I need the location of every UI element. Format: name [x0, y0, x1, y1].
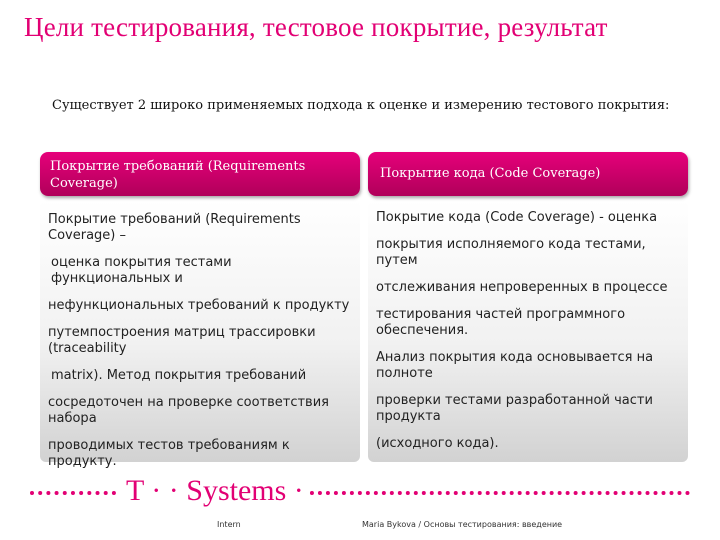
- left-line-6: сосредоточен на проверке соответствия набора: [48, 395, 329, 426]
- requirements-coverage-text: [48, 212, 353, 481]
- left-line-7: проводимых тестов требованиям к продукту.: [48, 438, 290, 469]
- right-line-5: Анализ покрытия кода основывается на полноте: [376, 350, 654, 381]
- code-coverage-header: Покрытие кода (Code Coverage): [368, 152, 688, 196]
- code-coverage-text: [376, 210, 681, 463]
- intro-text: Существует 2 широко применяемых подхода к оценке и измерению тестового покрытия:: [52, 98, 670, 113]
- logo-dots-left: [30, 491, 116, 495]
- footer-classification: Intern: [217, 520, 241, 529]
- right-line-2: покрытия исполняемого кода тестами, путем: [376, 237, 646, 268]
- t-systems-logo-bar: [30, 474, 690, 508]
- footer-author: Maria Bykova / Основы тестирования: введение: [362, 520, 563, 529]
- right-line-4: тестирования частей программного обеспечения.: [376, 307, 626, 338]
- right-line-1: Покрытие кода (Code Coverage) - оценка: [376, 210, 658, 225]
- left-line-3: нефункциональных требований к продукту: [48, 298, 350, 313]
- right-line-3: отслеживания непроверенных в процессе: [376, 280, 668, 295]
- left-line-4: путемпостроения матриц трассировки (traceability: [48, 325, 316, 356]
- logo-dots-right: [262, 491, 690, 495]
- requirements-coverage-header: Покрытие требований (Requirements Coverage): [40, 152, 360, 196]
- left-line-2: оценка покрытия тестами функциональных и: [51, 255, 232, 286]
- right-line-6: проверки тестами разработанной части продукта: [376, 393, 653, 424]
- t-systems-logo: T · · Systems ·: [122, 474, 308, 508]
- left-line-1: Покрытие требований (Requirements Coverage) –: [48, 212, 301, 243]
- slide-title: Цели тестирования, тестовое покрытие, результат: [24, 12, 608, 42]
- right-line-7: (исходного кода).: [376, 436, 499, 451]
- left-line-5: matrix). Метод покрытия требований: [51, 368, 307, 383]
